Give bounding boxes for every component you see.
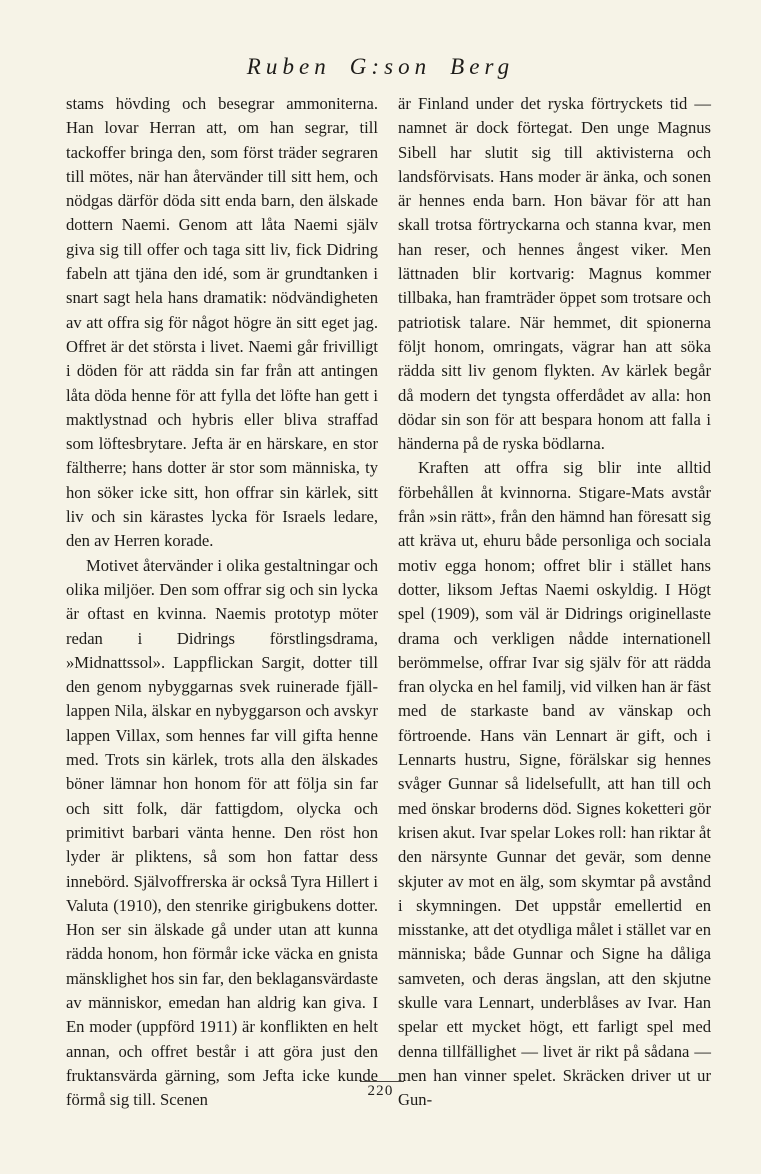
right-column: [398, 92, 711, 1112]
page-number-rule: [360, 1081, 404, 1082]
paragraph: är Finland under det ryska förtryckets tid — namnet är dock förtegat. Den unge Magnus Sibell har slutit sig till aktivisterna och landsförvisats. Hans moder är änka, och sonen är hennes enda barn. Hon bävar för att han skall trotsa förtryckarna och stanna kvar, men han reser, och hennes ångest viker. Men lättnaden blir kortvarig: Magnus kommer tillbaka, han framträder öppet som trotsare och patriotisk talare. När hemmet, dit spionerna följt honom, omringats, vägrar han att söka rädda sitt liv genom flykten. Av kärlek begår då modern det tyngsta offerdådet av alla: hon dödar sin son för att bespara honom att falla i händerna på de ryska bödlarna.: [398, 94, 711, 454]
paragraph: Kraften att offra sig blir inte alltid förbehållen åt kvinnorna. Stigare-Mats avstår från »sin rätt», från den hämnd han föresatt sig att kräva ut, ehuru både personliga och sociala motiv egga honom; offret blir i stället hans dotter, liksom Jeftas Naemi oskyldig. I Högt spel (1909), som väl är Didrings originellaste drama och verkligen nådde internationell berömmelse, offrar Ivar sig själv för att rädda fran olycka en hel familj, vid vilken han är fäst med de starkaste band av vänskap och förtroende. Hans vän Lennart är gift, och i Lennarts hustru, Signe, förälskar sig hennes svåger Gunnar så lidelsefullt, att han till och med önskar broderns död. Signes koketteri gör krisen akut. Ivar spelar Lokes roll: han riktar åt den närsynte Gunnar det gevär, som denne skjuter av mot en älg, som skymtar på avstånd i skymningen. Det uppstår emellertid en misstanke, att det otydliga målet i stället var en människa; både Gunnar och Signe ha dåliga samveten, och deras ängslan, att den skjutne skulle vara Lennart, underblåses av Ivar. Han spelar ett mycket högt, ett farligt spel med denna tillfällighet — livet är rikt på sådana — men han vinner spelet. Skräcken driver ut ur Gun-: [398, 458, 711, 1110]
left-column: [66, 92, 378, 1112]
page-number: 220: [367, 1083, 394, 1099]
running-head: Ruben G:son Berg: [246, 54, 515, 79]
paragraph: stams hövding och besegrar ammoniterna. Han lovar Herran att, om han segrar, till tackoffer bringa den, som först träder segraren till mötes, när han återvänder till sitt hem, och nödgas därför döda sitt enda barn, den älskade dottern Naemi. Genom att låta Naemi själv giva sig till offer och taga sitt liv, fick Didring fabeln att tjäna den idé, som är grundtanken i snart sagt hela hans dramatik: nödvändigheten av att offra sig för något högre än sitt eget jag. Offret är det största i livet. Naemi går frivilligt i döden för att rädda sin far från att antingen låta döda henne för att fylla det löfte han gett i maktlystnad och hybris eller bliva straffad som löftesbrytare. Jefta är en härskare, en stor fältherre; hans dotter är stor som människa, ty hon söker icke sitt, hon offrar sin kärlek, sitt liv och sin kärastes lycka för Israels ledare, den av Herren korade.: [66, 94, 378, 551]
paragraph: Motivet återvänder i olika gestaltningar och olika miljöer. Den som offrar sig och sin lycka är oftast en kvinna. Naemis prototyp möter redan i Didrings förstlingsdrama, »Midnattssol». Lappflickan Sargit, dotter till den genom nybyggarnas svek ruinerade fjäll-lappen Nila, älskar en nybyggarson och avskyr lappen Villax, som hennes far vill gifta henne med. Trots sin kärlek, trots alla den älskades böner lämnar hon honom för att följa sin far och sitt folk, där fattigdom, olycka och primitivt barbari vänta henne. Den röst hon lyder är pliktens, så som hon fattar dess innebörd. Självoffrerska är också Tyra Hillert i Valuta (1910), den stenrike girigbukens dotter. Hon ser sin älskade gå under utan att kunna rädda honom, hon förmår icke väcka en gnista mänsklighet hos sin far, den beklagansvärdaste av människor, emedan han aldrig kan giva. I En moder (uppförd 1911) är konflikten en helt annan, och offret består i att göra just den fruktansvärda gärning, som Jefta icke kunde förmå sig till. Scenen: [66, 555, 378, 1110]
